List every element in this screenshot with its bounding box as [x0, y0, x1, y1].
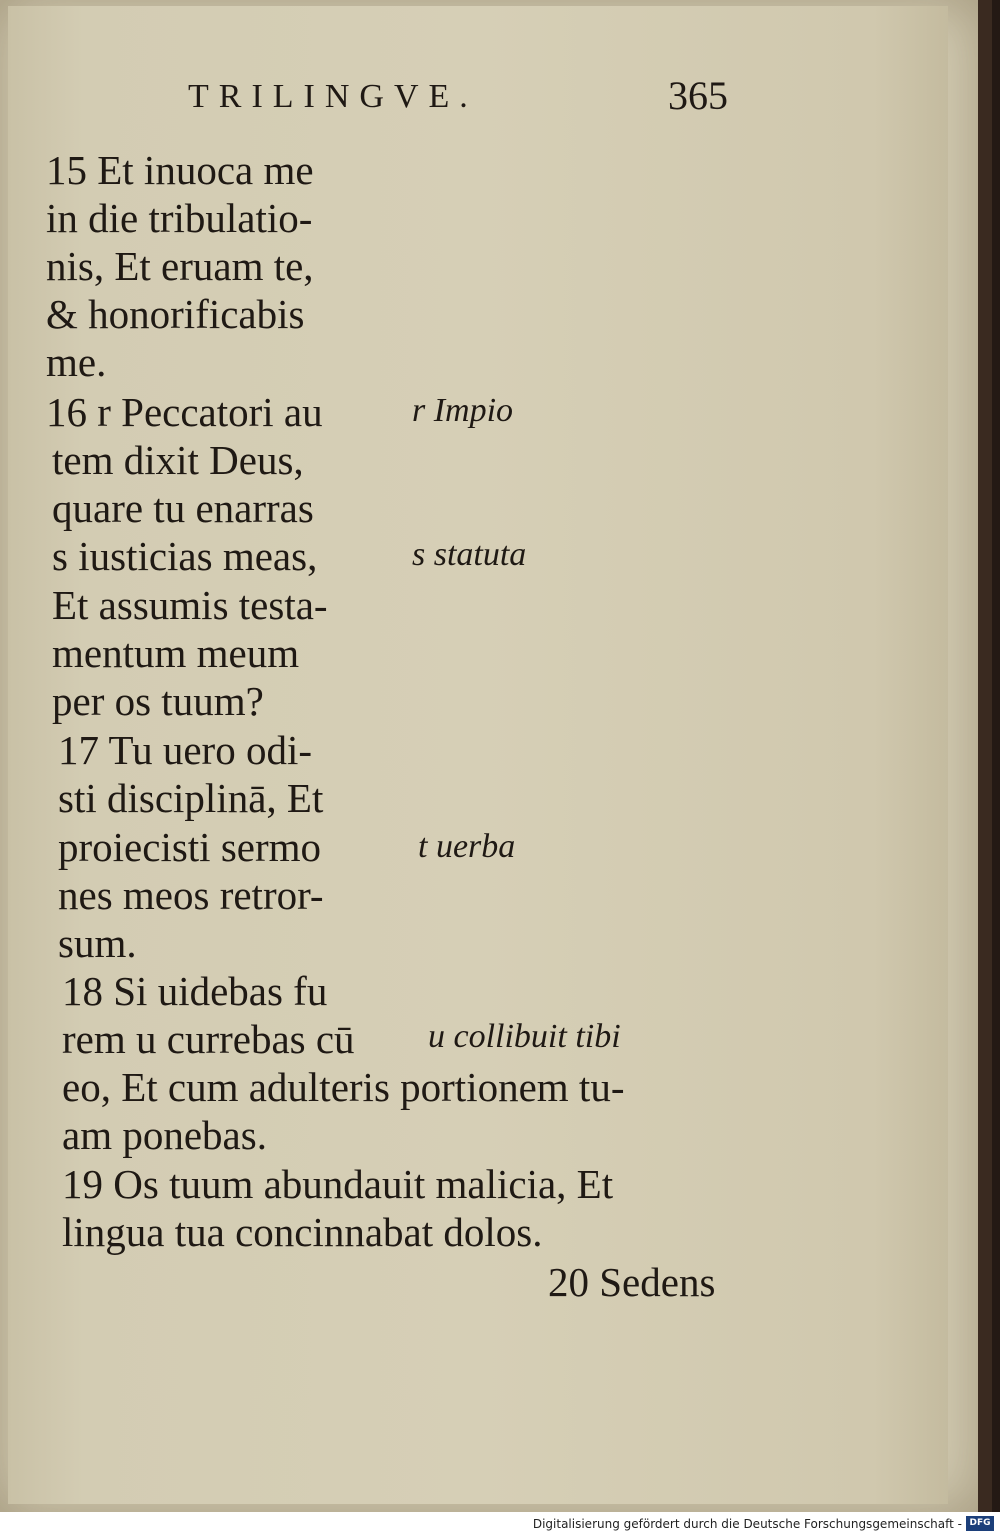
- dfg-logo: DFG: [966, 1516, 994, 1531]
- text-line: nes meos retror-: [58, 872, 324, 918]
- text-line: in die tribulatio-: [46, 195, 313, 241]
- marginal-gloss: r Impio: [412, 392, 514, 429]
- catchword: 20 Sedens: [548, 1259, 716, 1305]
- text-line: proiecisti sermo: [58, 824, 322, 870]
- text-line: tem dixit Deus,: [52, 437, 304, 483]
- text-line: 16 r Peccatori au: [46, 389, 323, 435]
- text-line: mentum meum: [52, 630, 300, 676]
- text-line: 17 Tu uero odi-: [58, 727, 313, 773]
- marginal-gloss: u collibuit tibi: [428, 1018, 621, 1055]
- text-line: quare tu enarras: [52, 485, 314, 531]
- digitization-footer: [0, 1512, 1000, 1536]
- text-line: eo, Et cum adulteris portionem tu-: [62, 1064, 625, 1110]
- text-line: rem u currebas cū: [62, 1016, 355, 1062]
- page-number: 365: [668, 73, 728, 118]
- text-line: sum.: [58, 920, 137, 966]
- text-line: 15 Et inuoca me: [46, 147, 314, 193]
- text-line: me.: [46, 339, 107, 385]
- text-line: per os tuum?: [52, 678, 264, 724]
- marginal-gloss: t uerba: [418, 828, 516, 865]
- text-line: lingua tua concinnabat dolos.: [62, 1209, 543, 1255]
- text-line: s iusticias meas,: [52, 533, 318, 579]
- text-line: 18 Si uidebas fu: [62, 968, 328, 1014]
- text-line: am ponebas.: [62, 1112, 267, 1158]
- funding-credit: Digitalisierung gefördert durch die Deutsche Forschungsgemeinschaft -: [532, 1517, 962, 1531]
- marginal-gloss: s statuta: [412, 536, 527, 573]
- text-line: nis, Et eruam te,: [46, 243, 314, 289]
- running-title: TRILINGVE.: [188, 78, 478, 115]
- text-line: 19 Os tuum abundauit malicia, Et: [62, 1161, 614, 1207]
- text-line: Et assumis testa-: [52, 582, 328, 628]
- text-line: sti disciplinā, Et: [58, 775, 324, 821]
- text-line: & honorificabis: [46, 291, 305, 337]
